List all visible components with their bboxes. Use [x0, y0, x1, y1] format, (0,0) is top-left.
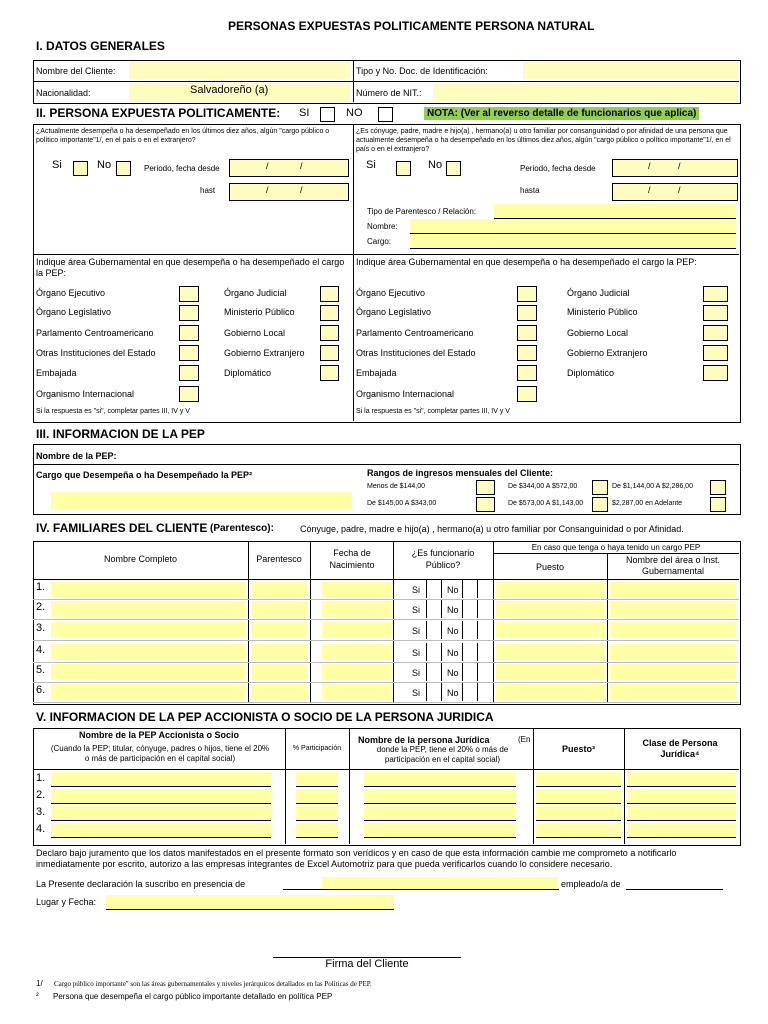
date-slash: / — [678, 161, 681, 171]
familiar-si-checkbox[interactable] — [426, 683, 442, 701]
parentesco-cargo-label: Cargo: — [367, 237, 392, 246]
si-label: Si — [412, 648, 421, 658]
right-no-label: No — [428, 159, 443, 171]
organo-label: Otras Instituciones del Estado — [356, 348, 476, 358]
row-number: 2. — [36, 789, 46, 801]
footnote-2: Persona que desempeña el cargo público importante detallado en política PEP — [53, 992, 333, 1001]
familiar-fecha-field[interactable] — [322, 644, 391, 660]
organo-checkbox[interactable] — [320, 365, 339, 381]
si-label: Si — [412, 688, 421, 698]
organo-checkbox[interactable] — [703, 305, 728, 321]
accionista-clase-field[interactable] — [627, 772, 736, 787]
parentesco-nombre-label: Nombre: — [367, 222, 398, 231]
right-periodo-label: Periodo, fecha desde — [520, 164, 596, 173]
col5-pep-title: Nombre de la PEP Accionista o Socio — [78, 730, 240, 740]
col-cargo-group: En caso que tenga o haya tenido un cargo PEP — [531, 543, 701, 552]
rango-label: De $145,00 A $343,00 — [367, 500, 437, 507]
rango-checkbox[interactable] — [592, 480, 608, 495]
right-desde-field[interactable] — [612, 159, 738, 177]
organo-label: Gobierno Local — [224, 328, 286, 338]
accionista-participacion-field[interactable] — [296, 789, 338, 804]
section-4-heading: IV. FAMILIARES DEL CLIENTE — [36, 521, 208, 535]
declaracion-text: Declaro bajo juramento que los datos manifestados en el presente formato son verídicos y en caso de que esta información cambie me comprometo a notificarlo inmediatamente por escrito, autorizo a las empresas integrantes de Excel Automotriz para que pueda verificarlos cuando lo considere necesario. — [36, 848, 677, 869]
organo-checkbox[interactable] — [517, 386, 537, 402]
organo-checkbox[interactable] — [320, 345, 339, 361]
familiar-no-checkbox[interactable] — [462, 600, 478, 618]
organo-checkbox[interactable] — [320, 305, 339, 321]
right-si-checkbox[interactable] — [396, 161, 411, 176]
left-hasta-field[interactable] — [229, 183, 349, 201]
presencia-label: La Presente declaración la suscribo en presencia de — [36, 879, 246, 889]
page-title: PERSONAS EXPUESTAS POLITICAMENTE PERSONA NATURAL — [228, 19, 595, 33]
organo-label: Ministerio Público — [224, 307, 295, 317]
accionista-clase-field[interactable] — [627, 806, 736, 821]
col5-juridica-en: (En — [518, 735, 531, 744]
accionista-puesto-field[interactable] — [536, 823, 621, 838]
parentesco-cargo-field[interactable] — [410, 234, 736, 249]
no-label: No — [447, 585, 459, 595]
accionista-participacion-field[interactable] — [296, 823, 338, 838]
row-number: 3. — [36, 806, 46, 818]
organo-label: Parlamento Centroamericano — [356, 328, 474, 338]
familiar-puesto-field[interactable] — [496, 684, 605, 700]
section-3-heading: III. INFORMACION DE LA PEP — [36, 427, 205, 441]
nacionalidad-value: Salvadoreño (a) — [190, 84, 269, 96]
si-label: Si — [412, 605, 421, 615]
row-number: 1. — [36, 581, 46, 593]
accionista-participacion-field[interactable] — [296, 806, 338, 821]
pep-no-checkbox[interactable] — [378, 107, 393, 122]
familiar-no-checkbox[interactable] — [462, 580, 478, 598]
organo-label: Ministerio Público — [567, 307, 638, 317]
cargo-pep-label: Cargo que Desempeña o ha Desempeñado la PEP² — [36, 470, 253, 480]
organo-checkbox[interactable] — [517, 286, 537, 302]
rango-label: De $573,00 A $1,143,00 — [508, 500, 584, 507]
nit-field[interactable] — [433, 83, 738, 101]
accionista-puesto-field[interactable] — [536, 789, 621, 804]
familiar-parentesco-field[interactable] — [251, 622, 308, 638]
nombre-cliente-label: Nombre del Cliente: — [36, 66, 116, 76]
familiar-nombre-field[interactable] — [51, 684, 245, 700]
familiar-si-checkbox[interactable] — [426, 600, 442, 618]
familiar-no-checkbox[interactable] — [462, 643, 478, 661]
organo-checkbox[interactable] — [517, 365, 537, 381]
section-5-heading: V. INFORMACION DE LA PEP ACCIONISTA O SOCIO DE LA PERSONA JURIDICA — [36, 710, 494, 724]
organo-label: Gobierno Extranjero — [567, 348, 648, 358]
familiar-area-field[interactable] — [610, 684, 736, 700]
left-hasta-label: hast — [200, 186, 216, 195]
q-right: ¿Es cónyuge, padre, madre e hijo(a) , hermano(a) u otro familiar por consanguinidad o por afinidad de una persona que actualmente desempeña o ha desempeñado en los últimos diez años, algún "cargo público o político importante"1/, en el país o en el extranjero? — [356, 128, 731, 153]
no-label: No — [447, 648, 459, 658]
organo-label: Diplomático — [567, 368, 615, 378]
right-no-checkbox[interactable] — [446, 161, 461, 176]
date-slash: / — [266, 185, 269, 195]
familiar-area-field[interactable] — [610, 601, 736, 617]
row-number: 2. — [36, 601, 46, 613]
familiar-fecha-field[interactable] — [322, 664, 391, 680]
familiar-parentesco-field[interactable] — [251, 601, 308, 617]
accionista-juridica-field[interactable] — [364, 772, 516, 787]
familiar-area-field[interactable] — [610, 581, 736, 597]
col-parentesco: Parentesco — [256, 554, 302, 564]
rango-label: De $344,00 A $572,00 — [508, 483, 578, 490]
col5-participacion: % Participación — [292, 745, 342, 752]
accionista-nombre-field[interactable] — [51, 806, 271, 821]
organo-label: Órgano Ejecutivo — [356, 288, 426, 298]
col-nombre: Nombre Completo — [103, 554, 178, 564]
footnote-2-num: ² — [36, 991, 39, 1000]
organo-label: Embajada — [356, 368, 397, 378]
col-fecha: Fecha de Nacimiento — [329, 548, 375, 570]
organo-checkbox[interactable] — [320, 286, 339, 302]
familiar-parentesco-field[interactable] — [251, 684, 308, 700]
row-number: 1. — [36, 772, 46, 784]
tipo-parentesco-label: Tipo de Parentesco / Relación: — [367, 207, 477, 216]
col-funcionario: ¿Es funcionario Público? — [411, 548, 475, 570]
familiar-fecha-field[interactable] — [322, 601, 391, 617]
footnote-1-num: 1/ — [36, 979, 43, 988]
organo-label: Parlamento Centroamericano — [36, 328, 154, 338]
organo-label: Órgano Legislativo — [356, 307, 432, 317]
familiar-area-field[interactable] — [610, 644, 736, 660]
organo-label: Otras Instituciones del Estado — [36, 348, 156, 358]
familiar-puesto-field[interactable] — [496, 664, 605, 680]
organo-label: Gobierno Local — [567, 328, 629, 338]
empleado-field[interactable] — [626, 878, 723, 890]
familiar-puesto-field[interactable] — [496, 622, 605, 638]
empleado-label: empleado/a de — [561, 879, 621, 889]
date-slash: / — [300, 161, 303, 171]
parentesco-nombre-field[interactable] — [410, 219, 736, 234]
organo-label: Órgano Legislativo — [36, 307, 112, 317]
left-desde-field[interactable] — [229, 159, 349, 177]
tipo-parentesco-field[interactable] — [494, 204, 736, 219]
right-hasta-field[interactable] — [612, 183, 738, 201]
col-area: Nombre del área o Inst. Gubernamental — [625, 555, 721, 576]
si-label: Si — [412, 585, 421, 595]
col5-puesto: Puesto³ — [561, 744, 595, 754]
organo-checkbox[interactable] — [517, 305, 537, 321]
organo-checkbox[interactable] — [179, 365, 199, 381]
row-number: 6. — [36, 684, 46, 696]
col5-clase: Clase de Persona Jurídica⁴ — [642, 738, 718, 759]
organo-label: Diplomático — [224, 368, 272, 378]
tipo-doc-field[interactable] — [523, 61, 738, 79]
organo-checkbox[interactable] — [179, 305, 199, 321]
presencia-field[interactable] — [322, 877, 558, 889]
accionista-puesto-field[interactable] — [536, 772, 621, 787]
accionista-clase-field[interactable] — [627, 823, 736, 838]
organo-label: Órgano Ejecutivo — [36, 288, 106, 298]
familiar-no-checkbox[interactable] — [462, 663, 478, 681]
pep-no-label: NO — [346, 107, 363, 119]
organo-checkbox[interactable] — [703, 365, 728, 381]
rango-label: De $1,144,00 A $2,286,00 — [612, 483, 693, 490]
date-slash: / — [300, 185, 303, 195]
date-slash: / — [266, 161, 269, 171]
area-left-label: Indique área Gubernamental en que desempeña o ha desempeñado el cargo la PEP: — [36, 257, 345, 278]
familiar-fecha-field[interactable] — [322, 684, 391, 700]
si-label: Si — [412, 668, 421, 678]
section-4-sub: (Parentesco): — [210, 523, 274, 534]
familiar-nombre-field[interactable] — [51, 601, 245, 617]
familiar-nombre-field[interactable] — [51, 581, 245, 597]
organo-checkbox[interactable] — [179, 325, 199, 341]
col5-juridica-sub: donde la PEP, tiene el 20% o más de participación en el capital social) — [376, 745, 509, 764]
accionista-nombre-field[interactable] — [51, 772, 271, 787]
si-label: Si — [412, 626, 421, 636]
accionista-nombre-field[interactable] — [51, 823, 271, 838]
rango-checkbox[interactable] — [476, 497, 495, 512]
rango-checkbox[interactable] — [476, 480, 495, 495]
rango-label: $2,287,00 en Adelante — [612, 500, 683, 507]
accionista-nombre-field[interactable] — [51, 789, 271, 804]
row-number: 3. — [36, 622, 46, 634]
accionista-juridica-field[interactable] — [364, 806, 516, 821]
familiar-nombre-field[interactable] — [51, 622, 245, 638]
no-label: No — [447, 626, 459, 636]
footnote-1: Cargo público importante" son las áreas gubernamentales y niveles jerárquicos detallados en las Politicas de PEP. — [54, 980, 372, 988]
organo-checkbox[interactable] — [179, 345, 199, 361]
familiar-no-checkbox[interactable] — [462, 621, 478, 639]
section-1-heading: I. DATOS GENERALES — [36, 39, 165, 53]
organo-checkbox[interactable] — [517, 325, 537, 341]
pep-si-label: SI — [299, 107, 310, 119]
familiar-si-checkbox[interactable] — [426, 663, 442, 681]
nota-banner: NOTA: (Ver al reverso detalle de funcionarios que aplica) — [424, 107, 699, 120]
lugar-field[interactable] — [106, 895, 394, 910]
right-hasta-label: hasta — [520, 186, 540, 195]
familiar-puesto-field[interactable] — [496, 601, 605, 617]
accionista-clase-field[interactable] — [627, 789, 736, 804]
accionista-puesto-field[interactable] — [536, 806, 621, 821]
tipo-doc-label: Tipo y No. Doc. de Identificación: — [356, 66, 488, 76]
familiar-fecha-field[interactable] — [322, 622, 391, 638]
familiar-nombre-field[interactable] — [51, 664, 245, 680]
accionista-participacion-field[interactable] — [296, 772, 338, 787]
col5-pep-sub: (Cuando la PEP; titular, cónyuge, padres o hijos, tiene el 20% o más de participación en el capital social) — [50, 744, 270, 763]
organo-checkbox[interactable] — [517, 345, 537, 361]
familiar-parentesco-field[interactable] — [251, 644, 308, 660]
familiar-puesto-field[interactable] — [496, 644, 605, 660]
rango-checkbox[interactable] — [592, 497, 608, 512]
organo-checkbox[interactable] — [179, 386, 199, 402]
row-number: 4. — [36, 644, 46, 656]
organo-label: Embajada — [36, 368, 77, 378]
completar-note-left: Si la respuesta es "si", completar partes III, IV y V — [36, 408, 190, 415]
left-no-label: No — [97, 159, 112, 171]
left-no-checkbox[interactable] — [116, 161, 131, 176]
left-periodo-label: Periodo, fecha desde — [144, 164, 220, 173]
familiar-si-checkbox[interactable] — [426, 643, 442, 661]
right-si-label: Si — [366, 159, 376, 171]
organo-checkbox[interactable] — [320, 325, 339, 341]
completar-note-right: Si la respuesta es "si", completar partes III, IV y V — [356, 408, 510, 415]
section-4-desc: Cónyuge, padre, madre e hijo(a) , hermano(a) u otro familiar por Consanguinidad o por Afinidad. — [300, 524, 684, 534]
familiar-parentesco-field[interactable] — [251, 664, 308, 680]
organo-label: Órgano Judicial — [224, 288, 287, 298]
organo-checkbox[interactable] — [703, 345, 728, 361]
familiar-si-checkbox[interactable] — [426, 580, 442, 598]
familiar-parentesco-field[interactable] — [251, 581, 308, 597]
organo-label: Organismo Internacional — [36, 389, 135, 399]
organo-label: Gobierno Extranjero — [224, 348, 305, 358]
col-puesto: Puesto — [535, 562, 565, 572]
date-slash: / — [678, 185, 681, 195]
q-left: ¿Actualmente desempeña o ha desempeñado en los últimos diez años, algún "cargo público o político importante"1/, en el país o en el extranjero? — [36, 128, 330, 144]
nombre-pep-label: Nombre de la PEP: — [36, 451, 117, 461]
familiar-si-checkbox[interactable] — [426, 621, 442, 639]
lugar-label: Lugar y Fecha: — [36, 897, 97, 907]
nit-label: Número de NIT.: — [356, 88, 422, 98]
familiar-no-checkbox[interactable] — [462, 683, 478, 701]
area-right-label: Indique área Gubernamental en que desempeña o ha desempeñado el cargo la PEP: — [356, 257, 697, 267]
left-si-label: Si — [52, 159, 62, 171]
familiar-area-field[interactable] — [610, 622, 736, 638]
no-label: No — [447, 688, 459, 698]
section-2-heading: II. PERSONA EXPUESTA POLITICAMENTE: — [36, 106, 281, 120]
accionista-juridica-field[interactable] — [364, 789, 516, 804]
no-label: No — [447, 668, 459, 678]
nacionalidad-label: Nacionalidad: — [36, 88, 91, 98]
accionista-juridica-field[interactable] — [364, 823, 516, 838]
familiar-area-field[interactable] — [610, 664, 736, 680]
row-number: 5. — [36, 664, 46, 676]
organo-label: Órgano Judicial — [567, 288, 630, 298]
no-label: No — [447, 605, 459, 615]
date-slash: / — [648, 185, 651, 195]
cargo-pep-field[interactable] — [51, 492, 351, 510]
rango-label: Menos de $144,00 — [367, 483, 425, 490]
row-number: 4. — [36, 823, 46, 835]
familiar-nombre-field[interactable] — [51, 644, 245, 660]
rango-checkbox[interactable] — [710, 480, 726, 495]
left-si-checkbox[interactable] — [73, 161, 88, 176]
organo-checkbox[interactable] — [703, 286, 728, 302]
firma-label: Firma del Cliente — [325, 958, 409, 970]
col5-juridica-title: Nombre de la persona Jurídica — [358, 735, 490, 745]
rango-checkbox[interactable] — [710, 497, 726, 512]
nombre-cliente-field[interactable] — [129, 61, 350, 79]
rangos-label: Rangos de ingresos mensuales del Cliente: — [367, 468, 554, 478]
organo-checkbox[interactable] — [703, 325, 728, 341]
date-slash: / — [648, 161, 651, 171]
familiar-puesto-field[interactable] — [496, 581, 605, 597]
organo-label: Organismo Internacional — [356, 389, 455, 399]
familiar-fecha-field[interactable] — [322, 581, 391, 597]
pep-si-checkbox[interactable] — [320, 107, 335, 122]
organo-checkbox[interactable] — [179, 286, 199, 302]
